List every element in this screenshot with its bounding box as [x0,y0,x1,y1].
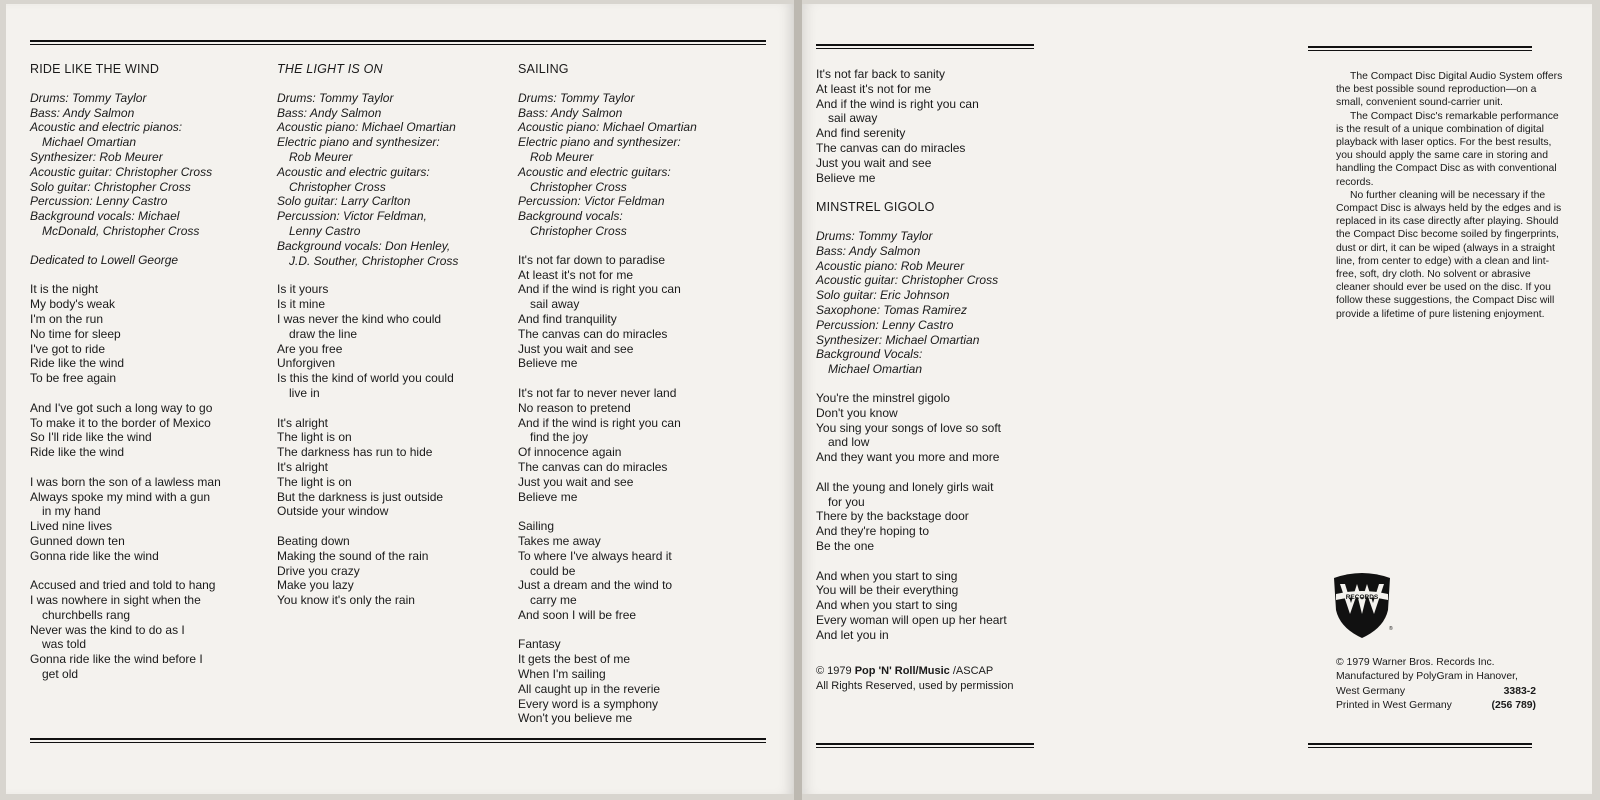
credit-line: Solo guitar: Larry Carlton [277,194,411,209]
lyric-line: Drive you crazy [277,563,360,578]
credit-line: Percussion: Lenny Castro [30,194,168,209]
credit-line: Drums: Tommy Taylor [277,90,394,105]
credit-line: Percussion: Victor Feldman [518,194,665,209]
lyric-line: sail away [828,111,878,126]
country: West Germany [1336,685,1406,697]
lyric-line: could be [530,563,576,578]
column-the-light-is-on [277,62,513,623]
lyric-line: I was nowhere in sight when the [30,593,201,608]
lyric-line: Don't you know [816,405,898,420]
top-rule [816,44,1034,49]
lyric-line: Beating down [277,533,350,548]
credit-line: Background vocals: [518,209,623,224]
lyric-line: Gunned down ten [30,533,125,548]
lyric-line: And if the wind is right you can [518,415,681,430]
top-rule [1308,46,1532,51]
credit-line: Bass: Andy Salmon [277,105,382,120]
credit-line: Saxophone: Tomas Ramirez [816,302,967,317]
stanza [816,391,1056,465]
column-ride-like-the-wind [30,62,270,697]
credit-line: Lenny Castro [289,223,361,238]
stanza [518,637,758,726]
lyric-line: It's not far down to paradise [518,252,666,267]
lyric-line: Every word is a symphony [518,696,659,711]
top-rule [30,40,766,45]
lyric-line: Make you lazy [277,578,354,593]
lyric-line: Believe me [518,489,578,504]
credit-line: Background vocals: Michael [30,209,180,224]
credits [30,91,270,239]
lyric-line: And they're hoping to [816,524,930,539]
manufacturer: Manufactured by PolyGram in Hanover, [1336,671,1518,683]
stanza [30,401,270,460]
song-title: SAILING [518,62,569,76]
lyric-line: And find serenity [816,126,906,141]
lyric-line: To where I've always heard it [518,548,672,563]
lyrics [816,391,1056,643]
lyric-line: and low [828,435,870,450]
compact-disc-notice [1336,70,1564,321]
lyrics [30,282,270,682]
svg-text:®: ® [1389,626,1393,632]
lyric-line: I was never the kind who could [277,311,442,326]
credit-line: Acoustic guitar: Christopher Cross [30,164,213,179]
lyric-line: draw the line [289,326,358,341]
lyric-line: Ride like the wind [30,356,125,371]
label-copyright: © 1979 Warner Bros. Records Inc. [1336,657,1495,668]
lyric-line: Sailing [518,519,555,534]
lyric-line: The light is on [277,430,352,445]
credit-line: Synthesizer: Rob Meurer [30,149,163,164]
credit-line: Michael Omartian [42,135,137,150]
lyric-line: for you [828,494,865,509]
lyric-line: Of innocence again [518,445,622,460]
stanza [816,480,1056,554]
gutter [794,0,802,800]
lyric-line: sail away [530,297,580,312]
lyric-line: Takes me away [518,533,601,548]
lyric-line: And when you start to sing [816,598,958,613]
lyric-line: Making the sound of the rain [277,548,429,563]
lyric-line: Gonna ride like the wind [30,548,159,563]
lyric-line: You're the minstrel gigolo [816,390,950,405]
lyric-line: Lived nine lives [30,519,113,534]
credit-line: Acoustic and electric pianos: [30,120,183,135]
stanza [816,569,1056,643]
lyric-line: find the joy [530,430,589,445]
lyric-line: You know it's only the rain [277,593,415,608]
lyric-line: No time for sleep [30,326,121,341]
lyric-line: There by the backstage door [816,509,969,524]
stanza [518,386,758,504]
lyric-line: My body's weak [30,297,115,312]
song-title: RIDE LIKE THE WIND [30,62,160,76]
lyric-line: It's alright [277,415,328,430]
lyric-line: carry me [530,593,577,608]
lyric-line: I'm on the run [30,311,103,326]
credit-line: Acoustic piano: Michael Omartian [277,120,456,135]
lyric-line: At least it's not for me [518,267,634,282]
stanza [30,475,270,564]
credits [277,91,513,269]
stanza [518,253,758,371]
logo-lettering: RECORDS [1345,594,1379,601]
notice-paragraph: No further cleaning will be necessary if the Compact Disc is always held by the edges and is replaced in its case directly after playing. Should the Compact Disc become soiled by fingerprints, dust or dirt, it can be wiped (always in a straight line, from center to edge) with a clean and lint-free, soft, dry cloth. No solvent or abrasive cleaner should ever be used on the disc. If you follow these suggestions, the Compact Disc will provide a lifetime of pure listening enjoyment. [1336,189,1562,320]
bottom-rule [816,743,1034,748]
society: /ASCAP [949,665,994,678]
lyric-line: You will be their everything [816,583,959,598]
lyric-line: The darkness has run to hide [277,445,433,460]
lyric-line: And I've got such a long way to go [30,400,213,415]
lyric-line: The canvas can do miracles [518,459,668,474]
stanza [30,282,270,386]
lyrics [277,282,513,608]
credits [816,229,1056,377]
lyrics [518,253,758,727]
credit-line: Christopher Cross [530,223,627,238]
lyric-line: It's not far to never never land [518,385,677,400]
lyric-line: It's not far back to sanity [816,67,946,81]
credit-line: Percussion: Victor Feldman, [277,209,427,224]
lyric-line: Unforgiven [277,356,336,371]
lyric-line: Fantasy [518,637,561,652]
lyric-line: I've got to ride [30,341,105,356]
lyric-line: The light is on [277,474,352,489]
lyric-line: The canvas can do miracles [816,140,966,155]
rights-text: All Rights Reserved, used by permission [816,679,1014,692]
lyric-line: And soon I will be free [518,607,637,622]
lyric-line: Accused and tried and told to hang [30,578,216,593]
lyric-line: So I'll ride like the wind [30,430,152,445]
credit-line: Rob Meurer [530,149,594,164]
lyric-line: It gets the best of me [518,652,631,667]
lyric-line: But the darkness is just outside [277,489,444,504]
lyric-line: It is the night [30,282,99,297]
lyric-line: Always spoke my mind with a gun [30,489,211,504]
lyric-line: Is this the kind of world you could [277,371,454,386]
lyric-line: The canvas can do miracles [518,326,668,341]
stanza [30,578,270,682]
left-page [6,4,794,794]
credit-line: Michael Omartian [828,362,923,377]
lyric-line: Won't you believe me [518,711,633,726]
printed-in: Printed in West Germany [1336,699,1452,711]
credit-line: Synthesizer: Michael Omartian [816,332,980,347]
lyric-line: I was born the son of a lawless man [30,474,221,489]
lyric-line: It's alright [277,459,328,474]
notice-paragraph: The Compact Disc Digital Audio System offers the best possible sound reproduction—on a small, convenient sound-carrier unit. [1336,71,1563,109]
lyric-line: Just you wait and see [518,474,634,489]
credit-line: Background vocals: Don Henley, [277,238,451,253]
credit-line: Bass: Andy Salmon [518,105,623,120]
credit-line: Drums: Tommy Taylor [816,228,933,243]
lyric-line: Just a dream and the wind to [518,578,673,593]
bottom-rule [30,738,766,743]
credit-line: McDonald, Christopher Cross [42,223,200,238]
credit-line: Bass: Andy Salmon [816,243,921,258]
credit-line: Electric piano and synthesizer: [518,135,681,150]
publisher: Pop 'N' Roll/Music [854,665,950,678]
credit-line: Percussion: Lenny Castro [816,317,954,332]
stanza [277,534,513,608]
lyric-line: Believe me [518,356,578,371]
credit-line: Christopher Cross [289,179,386,194]
lyric-line: To be free again [30,371,117,386]
stanza [518,519,758,623]
credit-line: Solo guitar: Eric Johnson [816,288,950,303]
credit-line: Solo guitar: Christopher Cross [30,179,191,194]
credit-line: Background Vocals: [816,347,923,362]
dedication: Dedicated to Lowell George [30,252,179,267]
catalog-number: 3383-2 [1503,685,1536,697]
lyrics [816,67,1056,185]
lyric-line: churchbells rang [42,607,131,622]
lyric-line: was told [42,637,87,652]
lyric-line: in my hand [42,504,101,519]
credit-line: Acoustic guitar: Christopher Cross [816,273,999,288]
label-credits [1336,656,1536,713]
lyric-line: Gonna ride like the wind before I [30,652,203,667]
lyric-line: Ride like the wind [30,445,125,460]
credit-line: Rob Meurer [289,149,353,164]
lyric-line: At least it's not for me [816,81,932,96]
lyric-line: Outside your window [277,504,389,519]
lyric-line: All caught up in the reverie [518,681,661,696]
lyric-line: When I'm sailing [518,667,606,682]
lyric-line: Just you wait and see [518,341,634,356]
lyric-line: live in [289,385,320,400]
lyric-line: Are you free [277,341,343,356]
lyric-line: And when you start to sing [816,568,958,583]
lyric-line: To make it to the border of Mexico [30,415,211,430]
column-sailing-continued [816,67,1056,693]
lyric-line: Every woman will open up her heart [816,612,1007,627]
credit-line: Drums: Tommy Taylor [518,90,635,105]
credit-line: J.D. Souther, Christopher Cross [289,253,459,268]
copyright-block [816,664,1056,693]
credit-line: Acoustic piano: Michael Omartian [518,120,697,135]
lyric-line: Never was the kind to do as I [30,622,185,637]
song-title: THE LIGHT IS ON [277,62,383,76]
stanza [277,282,513,400]
notice-paragraph: The Compact Disc's remarkable performance is the result of a unique combination of digital playback with laser optics. For the best results, you should apply the same care in storing and handling the Compact Disc as with conventional records. [1336,110,1559,188]
credit-line: Acoustic and electric guitars: [277,164,430,179]
credits [518,91,758,239]
lyric-line: Be the one [816,538,875,553]
product-code: (256 789) [1491,699,1536,711]
right-page [802,4,1592,794]
credit-line: Drums: Tommy Taylor [30,90,147,105]
bottom-rule [1308,743,1532,748]
lyric-line: get old [42,667,79,682]
lyric-line: Just you wait and see [816,155,932,170]
song-title: MINSTREL GIGOLO [816,200,935,215]
lyric-line: And let you in [816,627,889,642]
credit-line: Bass: Andy Salmon [30,105,135,120]
credit-line: Acoustic and electric guitars: [518,164,671,179]
lyric-line: All the young and lonely girls wait [816,479,994,494]
lyric-line: And they want you more and more [816,450,1000,465]
stanza [277,416,513,520]
lyric-line: You sing your songs of love so soft [816,420,1002,435]
column-sailing [518,62,758,741]
copyright-year: © 1979 [816,665,855,678]
lyric-line: Is it yours [277,282,329,297]
lyric-line: No reason to pretend [518,400,631,415]
credit-line: Electric piano and synthesizer: [277,135,440,150]
lyric-line: And if the wind is right you can [816,96,979,111]
lyric-line: Believe me [816,170,876,185]
lyric-line: And if the wind is right you can [518,282,681,297]
lyric-line: And find tranquility [518,311,617,326]
credit-line: Acoustic piano: Rob Meurer [816,258,965,273]
stanza [816,67,1056,185]
lyric-line: Is it mine [277,297,326,312]
wb-records-logo-icon [1330,570,1394,640]
credit-line: Christopher Cross [530,179,627,194]
